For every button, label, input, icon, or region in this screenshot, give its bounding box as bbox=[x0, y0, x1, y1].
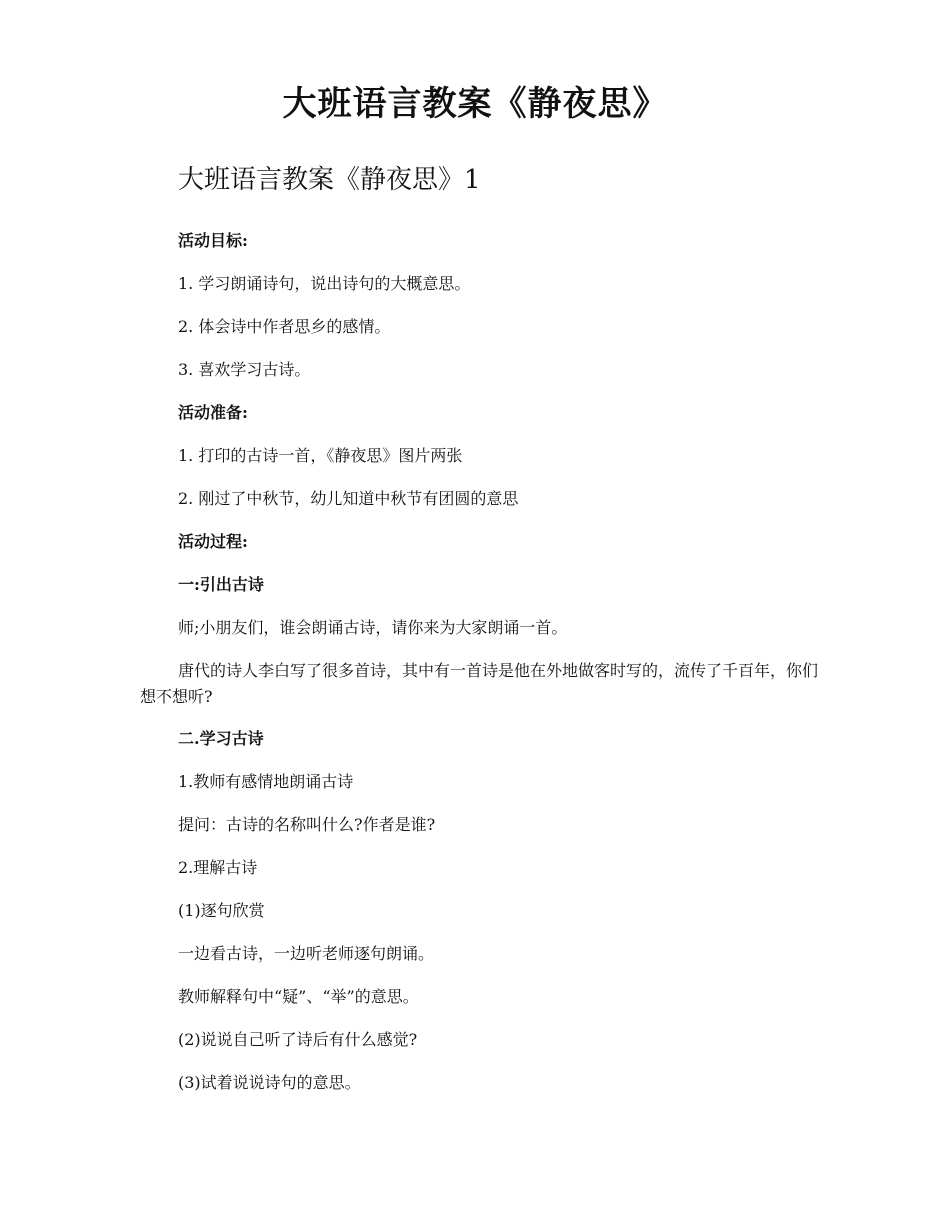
paragraph: (1)逐句欣赏 bbox=[178, 901, 265, 920]
paragraph: 3. 喜欢学习古诗。 bbox=[178, 360, 311, 379]
paragraph: 教师解释句中“疑”、“举”的意思。 bbox=[178, 987, 419, 1006]
paragraph: 提问：古诗的名称叫什么?作者是谁? bbox=[178, 815, 436, 834]
paragraph-heading: 活动目标: bbox=[178, 231, 248, 250]
paragraph: 1. 打印的古诗一首，《静夜思》图片两张 bbox=[178, 446, 463, 465]
section-title: 大班语言教案《静夜思》1 bbox=[178, 165, 481, 195]
paragraph: (2)说说自己听了诗后有什么感觉? bbox=[178, 1030, 418, 1049]
paragraph: 唐代的诗人李白写了很多首诗，其中有一首诗是他在外地做客时写的，流传了千百年，你们想不想听? bbox=[140, 661, 819, 706]
paragraph-heading: 活动准备: bbox=[178, 403, 248, 422]
document-title: 大班语言教案《静夜思》 bbox=[282, 84, 668, 124]
document-body bbox=[140, 228, 820, 1113]
paragraph: 2. 体会诗中作者思乡的感情。 bbox=[178, 317, 391, 336]
paragraph-heading: 活动过程: bbox=[178, 532, 248, 551]
paragraph: 一边看古诗，一边听老师逐句朗诵。 bbox=[178, 944, 435, 963]
paragraph: 2.理解古诗 bbox=[178, 858, 258, 877]
paragraph: 1. 学习朗诵诗句，说出诗句的大概意思。 bbox=[178, 274, 471, 293]
paragraph: 2. 刚过了中秋节，幼儿知道中秋节有团圆的意思 bbox=[178, 489, 519, 508]
paragraph: (3)试着说说诗句的意思。 bbox=[178, 1073, 361, 1092]
paragraph: 师;小朋友们，谁会朗诵古诗，请你来为大家朗诵一首。 bbox=[178, 618, 568, 637]
paragraph-heading: 一:引出古诗 bbox=[178, 575, 264, 594]
paragraph: 1.教师有感情地朗诵古诗 bbox=[178, 772, 354, 791]
paragraph-heading: 二.学习古诗 bbox=[178, 729, 264, 748]
